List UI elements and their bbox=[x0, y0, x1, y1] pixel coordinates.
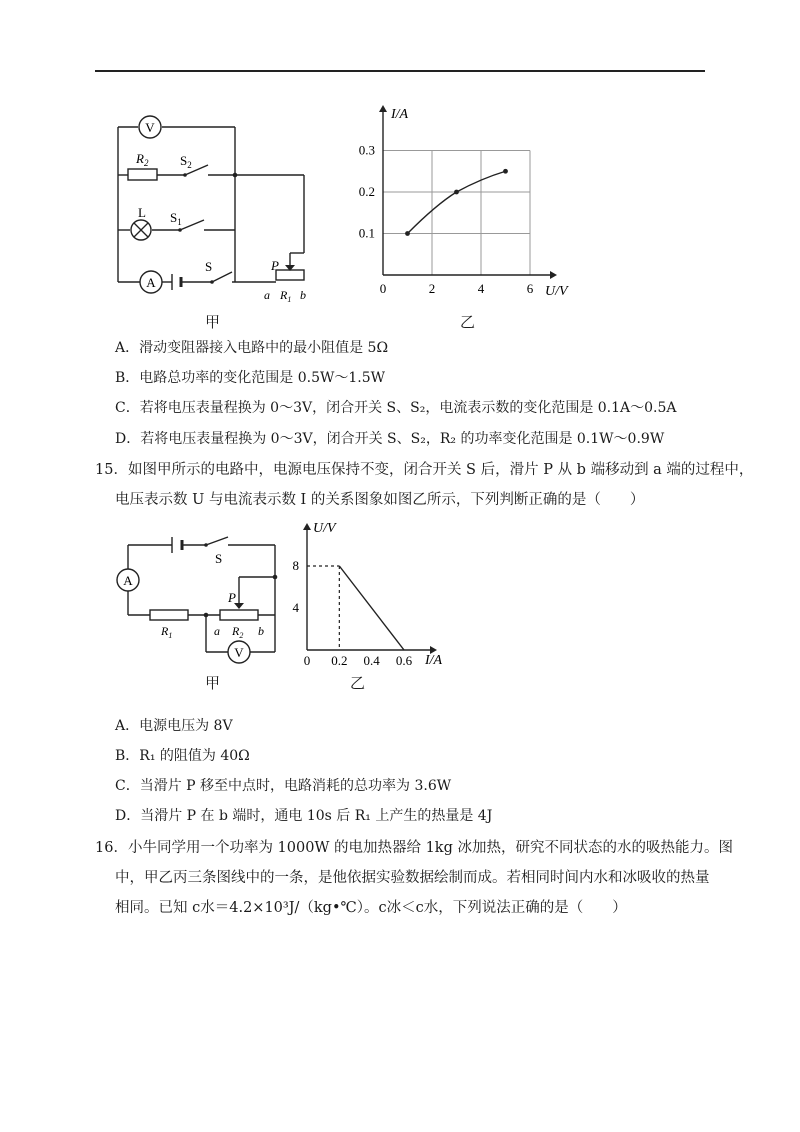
q15-circuit-caption: 甲 bbox=[205, 674, 221, 692]
q15-option-a[interactable]: A．电源电压为 8V bbox=[115, 718, 233, 734]
q15-option-c[interactable]: C．当滑片 P 移至中点时，电路消耗的总功率为 3.6W bbox=[115, 778, 452, 794]
q15-chart-xlabel: I/A bbox=[425, 653, 443, 668]
q15-a-label: a bbox=[214, 624, 220, 638]
q14-r2-resistor bbox=[128, 169, 157, 180]
q14-r2-label: $R_2$ bbox=[136, 151, 149, 168]
q15-option-d[interactable]: D．当滑片 P 在 b 端时，通电 10s 后 R₁ 上产生的热量是 4J bbox=[115, 808, 493, 824]
q16-line1: 16．小牛同学用一个功率为 1000W 的电加热器给 1kg 冰加热，研究不同状态的水的吸热能力。图 bbox=[95, 840, 733, 856]
data-point bbox=[405, 231, 410, 236]
y-tick-label: 8 bbox=[292, 558, 299, 573]
q15-r1-label: $R_1$ bbox=[161, 624, 173, 640]
y-tick-label: 0.2 bbox=[358, 184, 375, 199]
q16-line2: 中，甲乙丙三条图线中的一条，是他依据实验数据绘制而成。若相同时间内水和冰吸收的热量 bbox=[115, 870, 710, 886]
q15-chart bbox=[285, 512, 460, 672]
q14-s1-label: $S_1$ bbox=[170, 210, 182, 227]
q14-r1-label: $R_1$ bbox=[280, 288, 292, 304]
q15-b-label: b bbox=[258, 624, 264, 638]
data-point bbox=[454, 190, 459, 195]
x-tick-label: 6 bbox=[526, 281, 534, 296]
series-line bbox=[408, 171, 506, 233]
q14-option-c[interactable]: C．若将电压表量程换为 0～3V，闭合开关 S、S₂，电流表示数的变化范围是 0.1A～0.5A bbox=[115, 400, 677, 416]
q14-circuit-caption: 甲 bbox=[205, 313, 221, 331]
data-point bbox=[503, 169, 508, 174]
x-tick-label: 0 bbox=[379, 281, 387, 296]
q15-p-label: P bbox=[228, 590, 236, 605]
q15-r2-rheostat bbox=[220, 610, 258, 620]
q14-voltmeter-label: V bbox=[145, 120, 155, 135]
q15-option-b[interactable]: B．R₁ 的阻值为 40Ω bbox=[115, 748, 250, 764]
x-tick-label: 0.4 bbox=[363, 653, 380, 668]
q15-circuit-diagram bbox=[100, 525, 300, 675]
q14-graph-caption: 乙 bbox=[460, 313, 476, 331]
q14-ammeter-label: A bbox=[146, 275, 156, 290]
q15-stem-line2: 电压表示数 U 与电流表示数 I 的关系图象如图乙所示，下列判断正确的是（ ） bbox=[115, 492, 645, 508]
q14-s-label: S bbox=[205, 259, 213, 274]
q14-option-a[interactable]: A．滑动变阻器接入电路中的最小阻值是 5Ω bbox=[115, 340, 389, 356]
q15-graph-caption: 乙 bbox=[350, 674, 366, 692]
q14-option-d[interactable]: D．若将电压表量程换为 0～3V，闭合开关 S、S₂，R₂ 的功率变化范围是 0.1W～0.9W bbox=[115, 431, 665, 447]
q14-chart bbox=[355, 100, 585, 305]
q14-p-label: P bbox=[271, 258, 279, 273]
q15-s-label: S bbox=[215, 551, 223, 566]
y-tick-label: 0.1 bbox=[358, 225, 375, 241]
q14-chart-xlabel: U/V bbox=[545, 284, 568, 299]
q14-chart-ylabel: I/A bbox=[391, 107, 409, 122]
q14-s2-label: $S_2$ bbox=[180, 153, 192, 170]
q15-r2-label: $R_2$ bbox=[232, 624, 244, 640]
x-tick-label: 0 bbox=[303, 653, 311, 668]
q14-a-label: a bbox=[264, 288, 270, 302]
q15-voltmeter-label: V bbox=[234, 645, 244, 660]
y-tick-label: 4 bbox=[292, 600, 299, 615]
q16-line3: 相同。已知 c水＝4.2×10³J/（kg•℃）。c冰＜c水，下列说法正确的是（ ） bbox=[115, 900, 627, 916]
x-tick-label: 4 bbox=[477, 281, 485, 296]
header-rule bbox=[95, 70, 705, 72]
q15-chart-ylabel: U/V bbox=[313, 521, 336, 536]
q14-lamp-label: L bbox=[138, 205, 146, 220]
q14-circuit-diagram bbox=[100, 100, 330, 315]
x-tick-label: 0.2 bbox=[331, 653, 348, 668]
q15-stem-line1: 15．如图甲所示的电路中，电源电压保持不变，闭合开关 S 后，滑片 P 从 b 端移动到 a 端的过程中， bbox=[95, 462, 754, 478]
q15-r1-resistor bbox=[150, 610, 188, 620]
q14-option-b[interactable]: B．电路总功率的变化范围是 0.5W～1.5W bbox=[115, 370, 386, 386]
series-line bbox=[339, 566, 404, 650]
y-tick-label: 0.3 bbox=[358, 142, 375, 158]
x-tick-label: 0.6 bbox=[395, 653, 413, 668]
q14-b-label: b bbox=[300, 288, 306, 302]
x-tick-label: 2 bbox=[428, 281, 436, 296]
q15-ammeter-label: A bbox=[123, 573, 133, 588]
